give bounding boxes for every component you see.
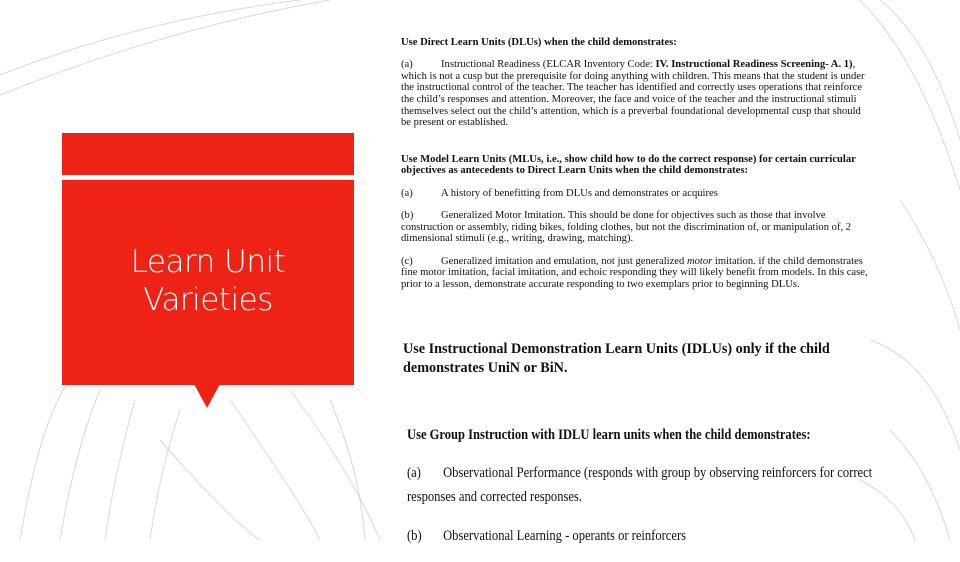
mlu-c-label: (c) <box>401 255 413 267</box>
dlu-a-label: (a) <box>401 58 413 70</box>
mlu-c-italic: motor <box>686 255 713 267</box>
idlu-section <box>403 326 873 391</box>
dlu-a-text-1: Instructional Readiness (ELCAR Inventory Code: <box>441 58 656 70</box>
dlu-section <box>401 26 871 140</box>
group-section <box>407 408 876 562</box>
slide-title <box>62 243 354 319</box>
dlu-a-bold: IV. Instructional Readiness Screening- A. 1) <box>655 58 853 70</box>
mlu-section <box>401 143 871 301</box>
title-line-2: Varieties <box>143 282 273 318</box>
mlu-a-label: (a) <box>401 187 413 199</box>
mlu-c-text-2: imitation. if the child demonstrates fine motor imitation, facial imitation, and echoic responding they will likely benefit from models. In this case, prior to a lesson, demonstrate accurate responding to two exemplars prior to beginning DLUs. <box>401 255 868 290</box>
mlu-a-text: A history of benefitting from DLUs and demonstrates or acquires <box>441 187 718 199</box>
idlu-text: Use Instructional Demonstration Learn Units (IDLUs) only if the child demonstrates UniN or BiN. <box>403 341 830 376</box>
group-b-label: (b) <box>407 527 422 544</box>
mlu-b-label: (b) <box>401 209 414 221</box>
group-a-label: (a) <box>407 465 421 482</box>
mlu-c-text-1: Generalized imitation and emulation, not just generalized <box>441 255 687 267</box>
group-b-text: Observational Learning - operants or reinforcers <box>443 527 687 544</box>
title-line-1: Learn Unit <box>130 244 286 280</box>
accent-strip <box>62 133 354 175</box>
mlu-heading: Use Model Learn Units (MLUs, i.e., show child how to do the correct response) for certain curricular objectives as antecedents to Direct Learn Units when the child demonstrates: <box>401 153 856 177</box>
title-panel-pointer <box>194 384 220 408</box>
dlu-heading: Use Direct Learn Units (DLUs) when the child demonstrates: <box>401 36 677 48</box>
mlu-b-text: Generalized Motor Imitation. This should be done for objectives such as those that involve construction or assembly, riding bikes, folding clothes, but not the discrimination of, or manipulation of, 2 dimensional stimuli (e.g., writing, drawing, matching). <box>401 209 852 245</box>
dlu-a-text-2: , which is not a cusp but the prerequisite for doing anything with children. This means that the student is under the instructional control of the teacher. The teacher has identified and correctly uses operations that reinforce the child’s responses and attention. Moreover, the face and voice of the teacher and the instructional stimuli themselves select out the child’s attention, which is a preverbal foundational developmental cusp that should be present or established. <box>401 58 865 129</box>
group-a-text: Observational Performance (responds with group by observing reinforcers for correct responses and corrected responses. <box>407 465 873 506</box>
group-heading: Use Group Instruction with IDLU learn units when the child demonstrates: <box>407 426 811 443</box>
